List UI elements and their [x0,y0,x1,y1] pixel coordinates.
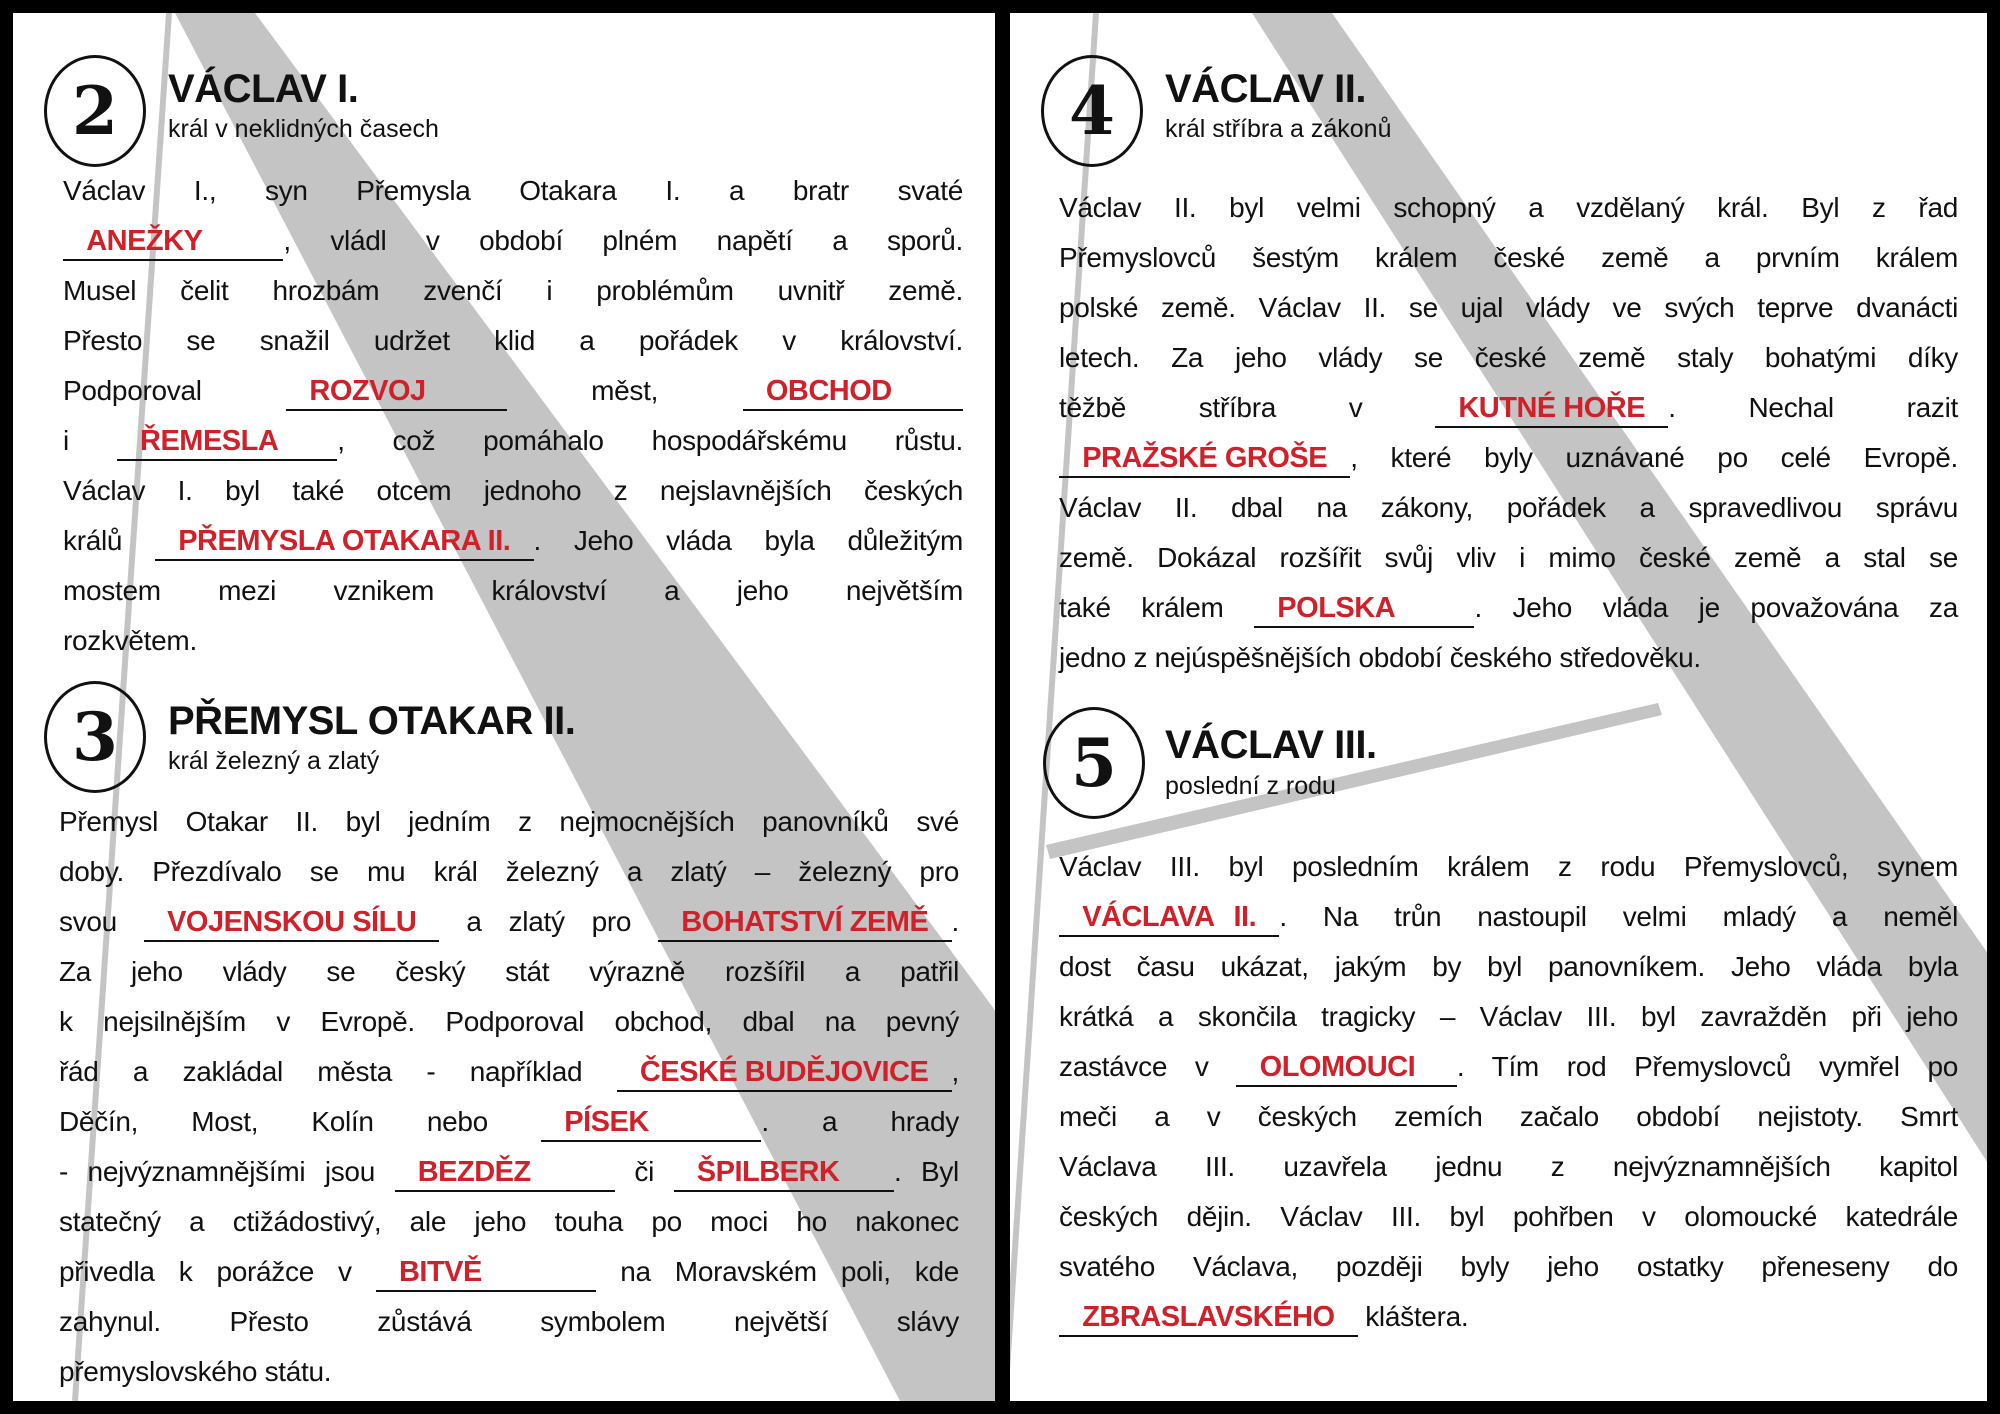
section-subtitle-premysl-otakar-ii: král železný a zlatý [168,747,380,775]
text-line [1059,633,1958,683]
text-segment: Václav II. byl velmi schopný a vzdělaný král. Byl z řad [1059,192,1958,223]
text-line [59,847,959,897]
text-line [59,1047,959,1097]
section-title-vaclav-i: VÁCLAV I. [168,67,359,111]
text-line [59,1197,959,1247]
text-segment: . [951,906,959,937]
text-line [59,997,959,1047]
section-subtitle-vaclav-iii: poslední z rodu [1165,772,1336,800]
text-line [59,897,959,947]
text-line [1059,1242,1958,1292]
text-line [1059,1292,1958,1342]
answer-blank[interactable]: POLSKA [1254,592,1474,628]
text-segment: doby. Přezdívalo se mu král železný a zlatý – železný pro [59,856,959,887]
text-segment: Václav I., syn Přemysla Otakara I. a bratr svaté [63,175,963,206]
section-subtitle-vaclav-ii: král stříbra a zákonů [1165,115,1392,143]
text-segment: . a hrady [761,1106,959,1137]
text-line [1059,533,1958,583]
text-segment: Václav III. byl posledním králem z rodu Přemyslovců, synem [1059,851,1958,882]
text-segment: Přesto se snažil udržet klid a pořádek v království. [63,325,963,356]
text-line [1059,283,1958,333]
answer-blank[interactable]: OLOMOUCI [1236,1051,1456,1087]
text-line [1059,842,1958,892]
text-line [1059,483,1958,533]
answer-blank[interactable]: ZBRASLAVSKÉHO [1059,1301,1358,1337]
section-subtitle-vaclav-i: král v neklidných časech [168,115,439,143]
text-line [63,216,963,266]
answer-blank[interactable]: ROZVOJ [286,375,506,411]
text-line [1059,992,1958,1042]
text-segment: krátká a skončila tragicky – Václav III. byl zavražděn při jeho [1059,1001,1958,1032]
text-segment: měst, [506,375,743,406]
text-segment: českých dějin. Václav III. byl pohřben v olomoucké katedrále [1059,1201,1958,1232]
text-line [1059,183,1958,233]
answer-blank[interactable]: KUTNÉ HOŘE [1435,392,1668,428]
text-segment: meči a v českých zemích začalo období nejistoty. Smrt [1059,1101,1958,1132]
section-title-vaclav-iii: VÁCLAV III. [1165,723,1377,767]
text-segment: Václava III. uzavřela jednu z nejvýznamnějších kapitol [1059,1151,1958,1182]
text-segment: dost času ukázat, jakým by byl panovníkem. Jeho vláda byla [1059,951,1958,982]
text-segment: řád a zakládal města - například [59,1056,617,1087]
text-segment: Václav I. byl také otcem jednoho z nejslavnějších českých [63,475,963,506]
section-number-4-badge: 4 [1041,55,1143,167]
text-segment: Přemyslovců šestým králem české země a prvním králem [1059,242,1958,273]
text-segment: či [614,1156,674,1187]
answer-blank[interactable]: VOJENSKOU SÍLU [144,906,440,942]
answer-blank[interactable]: PÍSEK [541,1106,761,1142]
text-line [59,797,959,847]
text-segment: na Moravském poli, kde [596,1256,959,1287]
text-line [1059,1042,1958,1092]
text-line [59,1297,959,1347]
text-segment: přivedla k porážce v [59,1256,376,1287]
text-line [1059,1142,1958,1192]
text-line [63,266,963,316]
answer-blank[interactable]: BEZDĚZ [395,1156,615,1192]
text-segment: . Na trůn nastoupil velmi mladý a neměl [1279,901,1958,932]
text-segment: zastávce v [1059,1051,1237,1082]
worksheet-page-left [13,13,995,1401]
text-segment: těžbě stříbra v [1059,392,1436,423]
answer-blank[interactable]: PŘEMYSLA OTAKARA II. [155,525,533,561]
text-line [59,1247,959,1297]
text-segment: rozkvětem. [63,625,197,656]
text-line [1059,1192,1958,1242]
section-number-5-badge: 5 [1043,707,1145,819]
text-segment: svatého Václava, později byly jeho ostatky přeneseny do [1059,1251,1958,1282]
text-line [59,1347,959,1397]
text-line [63,566,963,616]
text-line [1059,1092,1958,1142]
answer-blank[interactable]: BITVĚ [376,1256,596,1292]
text-segment: . Byl [893,1156,959,1187]
text-line [1059,583,1958,633]
section-number-3-badge: 3 [44,681,146,793]
text-segment: k nejsilnějším v Evropě. Podporoval obchod, dbal na pevný [59,1006,959,1037]
text-line [1059,433,1958,483]
text-line [63,516,963,566]
text-segment: . Jeho vláda je považována za [1474,592,1958,623]
text-segment: přemyslovského státu. [59,1356,332,1387]
text-segment: králů [63,525,156,556]
text-segment: . Tím rod Přemyslovců vymřel po [1456,1051,1958,1082]
text-line [59,1097,959,1147]
text-line [1059,333,1958,383]
text-segment: Děčín, Most, Kolín nebo [59,1106,542,1137]
text-segment: Přemysl Otakar II. byl jedním z nejmocnějších panovníků své [59,806,959,837]
text-segment: a zlatý pro [439,906,659,937]
text-segment: , které byly uznávané po celé Evropě. [1350,442,1958,473]
text-segment: Václav II. dbal na zákony, pořádek a spravedlivou správu [1059,492,1958,523]
answer-blank[interactable]: BOHATSTVÍ ZEMĚ [658,906,951,942]
answer-blank[interactable]: ŘEMESLA [117,425,337,461]
text-line [63,616,963,666]
text-segment: , což pomáhalo hospodářskému růstu. [337,425,964,456]
section-title-premysl-otakar-ii: PŘEMYSL OTAKAR II. [168,699,576,743]
answer-blank[interactable]: ŠPILBERK [674,1156,894,1192]
text-line [63,166,963,216]
worksheet-page-right [1010,13,1987,1401]
text-segment: Podporoval [63,375,287,406]
text-segment: Musel čelit hrozbám zvenčí i problémům uvnitř země. [63,275,963,306]
text-segment: kláštera. [1357,1301,1469,1332]
text-segment: , vládl v období plném napětí a sporů. [283,225,963,256]
answer-blank[interactable]: OBCHOD [743,375,963,411]
text-segment: mostem mezi vznikem království a jeho největším [63,575,963,606]
text-segment: statečný a ctižádostivý, ale jeho touha po moci ho nakonec [59,1206,959,1237]
section-text-vaclav-ii [1059,183,1958,683]
text-line [63,466,963,516]
text-line [59,947,959,997]
answer-blank[interactable]: ČESKÉ BUDĚJOVICE [617,1056,952,1092]
text-line [1059,383,1958,433]
text-line [1059,942,1958,992]
section-title-vaclav-ii: VÁCLAV II. [1165,67,1366,111]
text-line [63,366,963,416]
text-segment: letech. Za jeho vlády se české země staly bohatými díky [1059,342,1958,373]
section-text-premysl-otakar-ii [59,797,959,1397]
text-line [59,1147,959,1197]
answer-blank[interactable]: PRAŽSKÉ GROŠE [1059,442,1350,478]
text-line [1059,892,1958,942]
answer-blank[interactable]: VÁCLAVA II. [1059,901,1279,937]
text-segment: - nejvýznamnějšími jsou [59,1156,395,1187]
text-segment: svou [59,906,144,937]
section-text-vaclav-i [63,166,963,666]
text-segment: polské země. Václav II. se ujal vlády ve svých teprve dvanácti [1059,292,1958,323]
text-segment: Za jeho vlády se český stát výrazně rozšířil a patřil [59,956,959,987]
section-number-2-badge: 2 [44,55,146,167]
text-segment: . Jeho vláda byla důležitým [533,525,964,556]
text-segment: jedno z nejúspěšnějších období českého středověku. [1059,642,1701,673]
text-line [1059,233,1958,283]
text-segment: i [63,425,117,456]
text-segment: zahynul. Přesto zůstává symbolem největší slávy [59,1306,959,1337]
section-text-vaclav-iii [1059,842,1958,1342]
text-segment: země. Dokázal rozšířit svůj vliv i mimo české země a stal se [1059,542,1958,573]
text-segment: , [951,1056,959,1087]
answer-blank[interactable]: ANEŽKY [63,225,283,261]
text-segment: také králem [1059,592,1255,623]
text-line [63,416,963,466]
text-line [63,316,963,366]
text-segment: . Nechal razit [1668,392,1958,423]
